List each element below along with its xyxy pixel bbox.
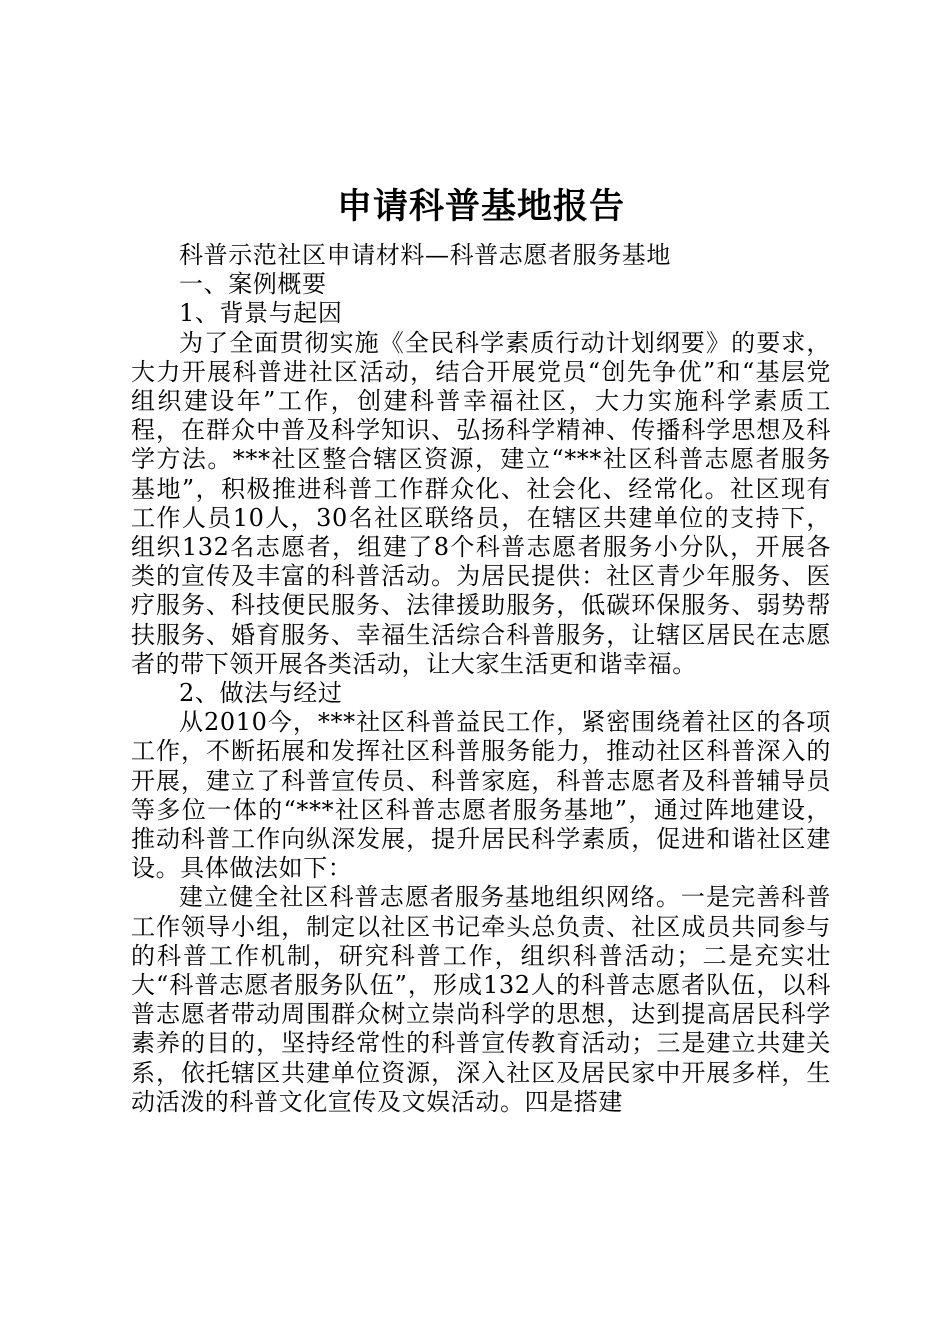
document-title: 申请科普基地报告 (336, 186, 625, 227)
section-heading: 一、案例概要 (179, 270, 327, 299)
paragraph-method: 从2010今，***社区科普益民工作，紧密围绕着社区的各项工作，不断拓展和发挥社区科普服务能力，推动社区科普深入的开展，建立了科普宣传员、科普家庭，科普志愿者及科普辅导员等多位一体的“***社区科普志愿者服务基地”，通过阵地建设，推动科普工作向纵深发展，提升居民科学素质，促进和谐社区建设。具体做法如下： (131, 708, 831, 883)
subsection-heading: 1、背景与起因 (179, 299, 343, 328)
document-page (131, 182, 831, 1117)
document-subtitle: 科普示范社区申请材料—科普志愿者服务基地 (179, 241, 671, 269)
paragraph-background: 为了全面贯彻实施《全民科学素质行动计划纲要》的要求，大力开展科普进社区活动，结合开展党员“创先争优”和“基层党组织建设年”工作，创建科普幸福社区，大力实施科学素质工程，在群众中普及科学知识、弘扬科学精神、传播科学思想及科学方法。***社区整合辖区资源，建立“***社区科普志愿者服务基地”，积极推进科普工作群众化、社会化、经常化。社区现有工作人员10人，30名社区联络员，在辖区共建单位的支持下，组织132名志愿者，组建了8个科普志愿者服务小分队，开展各类的宣传及丰富的科普活动。为居民提供：社区青少年服务、医疗服务、科技便民服务、法律援助服务，低碳环保服务、弱势帮扶服务、婚育服务、幸福生活综合科普服务，让辖区居民在志愿者的带下领开展各类活动，让大家生活更和谐幸福。 (131, 328, 831, 678)
paragraph-network: 建立健全社区科普志愿者服务基地组织网络。一是完善科普工作领导小组，制定以社区书记牵头总负责、社区成员共同参与的科普工作机制，研究科普工作，组织科普活动；二是充实壮大“科普志愿者服务队伍”，形成132人的科普志愿者队伍，以科普志愿者带动周围群众树立崇尚科学的思想，达到提高居民科学素养的目的，坚持经常性的科普宣传教育活动；三是建立共建关系，依托辖区共建单位资源，深入社区及居民家中开展多样，生动活泼的科普文化宣传及文娱活动。四是搭建 (131, 883, 831, 1116)
subsection-heading: 2、做法与经过 (179, 679, 343, 708)
